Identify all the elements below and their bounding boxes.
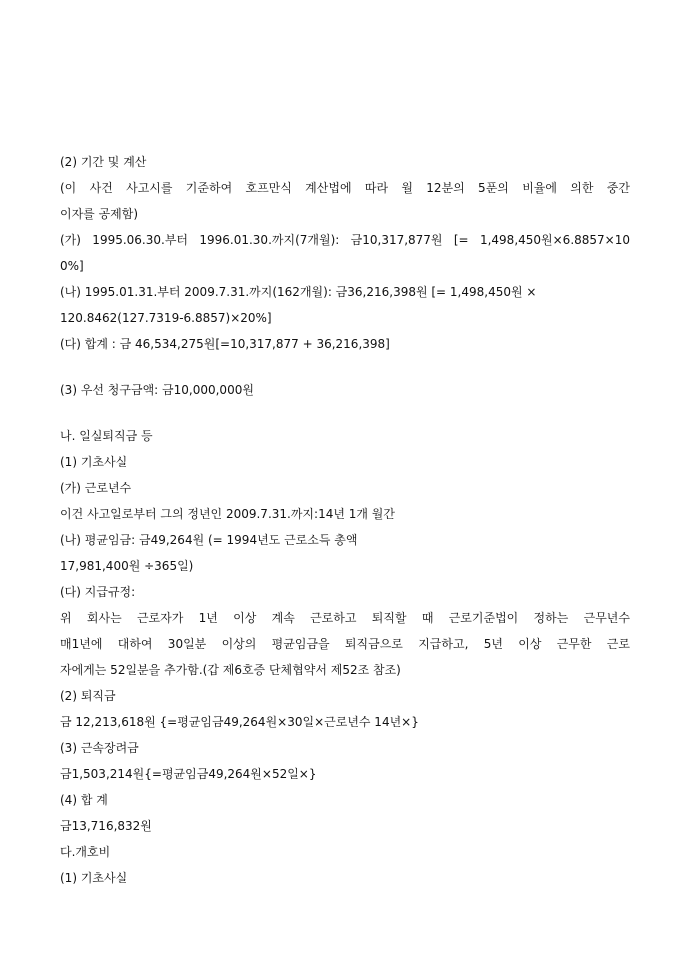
body-text-line: (나) 1995.01.31.부터 2009.7.31.까지(162개월): 금36,216,398원 [= 1,498,450원 × [60, 285, 537, 299]
subsection-heading: (1) 기초사실 [60, 871, 128, 885]
body-text-line: 자에게는 52일분을 추가함.(갑 제6호증 단체협약서 제52조 참조) [60, 663, 401, 677]
body-text-line: 금 12,213,618원 {=평균임금49,264원×30일×근로년수 14년×} [60, 715, 419, 729]
body-text-line: 금13,716,832원 [60, 819, 152, 833]
body-text-line: 이건 사고일로부터 그의 정년인 2009.7.31.까지:14년 1개 월간 [60, 507, 395, 521]
section-heading-nursing-cost: 다.개호비 [60, 845, 111, 859]
subsection-heading: (2) 퇴직금 [60, 689, 116, 703]
subsection-heading: (다) 지급규정: [60, 585, 136, 599]
body-text-line: (이 사건 사고시를 기준하여 호프만식 계산법에 따라 월 12분의 5푼의 비율에 의한 중간 [60, 181, 630, 195]
body-text-line: (나) 평균임금: 금49,264원 (= 1994년도 근로소득 총액 [60, 533, 358, 547]
body-text-line: (가) 1995.06.30.부터 1996.01.30.까지(7개월): 금10,317,877원 [= 1,498,450원×6.8857×10 [60, 233, 630, 247]
subsection-heading: (가) 근로년수 [60, 481, 132, 495]
subsection-heading: (1) 기초사실 [60, 455, 128, 469]
body-text-line: (다) 합계 : 금 46,534,275원[=10,317,877 + 36,216,398] [60, 337, 390, 351]
body-text-line: 매1년에 대하여 30일분 이상의 평균임금을 퇴직금으로 지급하고, 5년 이상 근무한 근로 [60, 637, 630, 651]
section-heading-period-calculation: (2) 기간 및 계산 [60, 155, 147, 169]
section-heading-priority-claim: (3) 우선 청구금액: 금10,000,000원 [60, 383, 254, 397]
subsection-heading: (3) 근속장려금 [60, 741, 139, 755]
body-text-line: 위 회사는 근로자가 1년 이상 계속 근로하고 퇴직할 때 근로기준법이 정하는 근무년수 [60, 611, 630, 625]
body-text-line: 이자를 공제함) [60, 207, 139, 221]
body-text-line: 금1,503,214원{=평균임금49,264원×52일×} [60, 767, 317, 781]
body-text-line: 0%] [60, 259, 84, 273]
body-text-line: 17,981,400원 ÷365일) [60, 559, 194, 573]
body-text-line: 120.8462(127.7319-6.8857)×20%] [60, 311, 272, 325]
section-heading-lost-retirement: 나. 일실퇴직금 등 [60, 429, 153, 443]
subsection-heading: (4) 합 계 [60, 793, 108, 807]
